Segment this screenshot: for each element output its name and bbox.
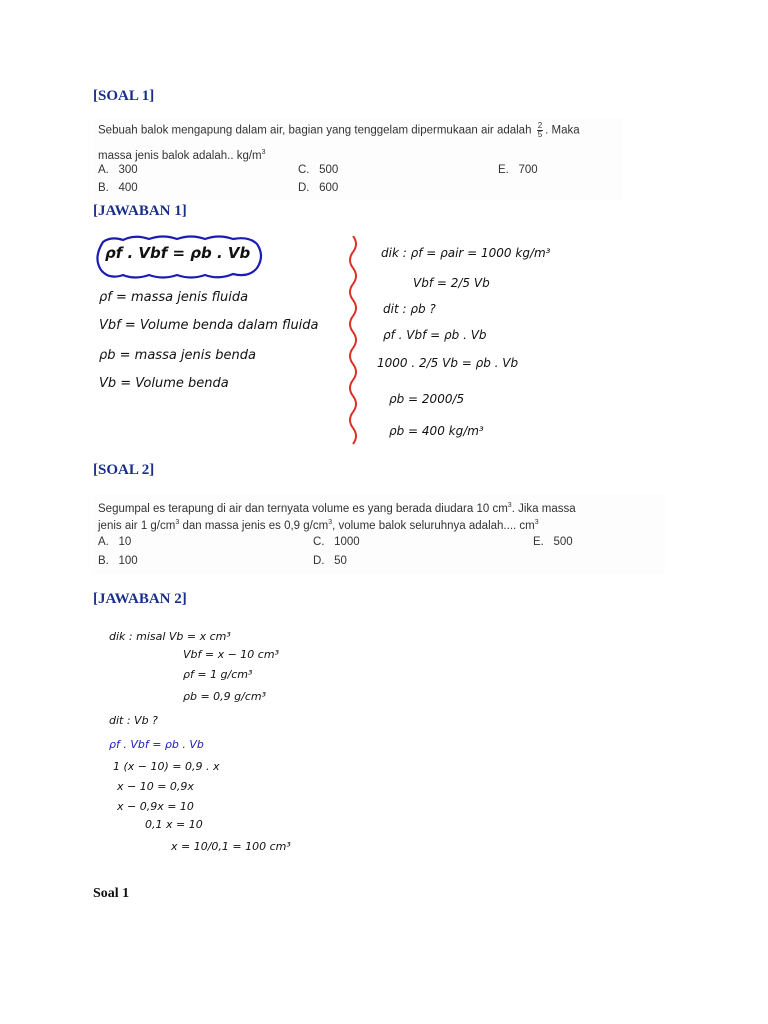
soal2-question-block — [93, 494, 665, 574]
jawaban2-heading: [JAWABAN 2] — [93, 591, 187, 607]
soal2-question-line2: jenis air 1 $g/cm^3$ dan massa jenis es 0,9 $g/cm^3$, volume balok seluruhnya adalah.... $cm^3$ — [98, 519, 539, 532]
j2-rho-f: ρf = 1 g/cm³ — [183, 668, 253, 681]
j2-step1: 1 (x − 10) = 0,9 . x — [113, 760, 220, 773]
formula-main: ρf . Vbf = ρb . Vb — [105, 244, 251, 262]
soal1-option-b: B. 400 — [98, 182, 138, 194]
soal2-option-b: B. 100 — [98, 555, 138, 567]
footer-soal1-heading: Soal 1 — [93, 886, 130, 901]
soal2-question-line1: Segumpal es terapung di air dan ternyata volume es yang berada diudara 10 $cm^3$. Jika massa — [98, 502, 576, 515]
j2-step4: 0,1 x = 10 — [145, 818, 203, 831]
soal1-question-block — [93, 118, 623, 200]
step-rho-b-frac: ρb = 2000/5 — [389, 392, 465, 406]
step-dit: dit : ρb ? — [383, 302, 436, 316]
step-dik: dik : ρf = ρair = 1000 kg/m³ — [381, 246, 551, 260]
soal2-heading: [SOAL 2] — [93, 462, 155, 478]
jawaban1-heading: [JAWABAN 1] — [93, 203, 187, 219]
soal1-question-line1: Sebuah balok mengapung dalam air, bagian yang tenggelam dipermukaan air adalah $\frac{2}{5}$ . Maka — [98, 121, 580, 139]
soal1-option-c: C. 500 — [298, 164, 339, 176]
step-result: ρb = 400 kg/m³ — [389, 424, 484, 438]
soal1-option-e: E. 700 — [498, 164, 538, 176]
step-vbf: Vbf = 2/5 Vb — [413, 276, 490, 290]
soal1-fraction: $\frac{2}{5}$ — [537, 121, 543, 139]
j2-rho-b: ρb = 0,9 g/cm³ — [183, 690, 267, 703]
wavy-divider — [343, 236, 363, 448]
legend-vb: Vb = Volume benda — [99, 376, 229, 391]
soal2-option-d: D. 50 — [313, 555, 347, 567]
j2-dik: dik : misal Vb = x cm³ — [109, 630, 231, 643]
legend-rho-f: ρf = massa jenis fluida — [99, 290, 249, 305]
legend-vbf: Vbf = Volume benda dalam fluida — [99, 318, 319, 333]
j2-dit: dit : Vb ? — [109, 714, 158, 727]
j2-result: x = 10/0,1 = 100 cm³ — [171, 840, 291, 853]
j2-vbf: Vbf = x − 10 cm³ — [183, 648, 279, 661]
soal2-option-c: C. 1000 — [313, 536, 360, 548]
j2-step3: x − 0,9x = 10 — [117, 800, 194, 813]
step-substitute: 1000 . 2/5 Vb = ρb . Vb — [377, 356, 519, 370]
legend-rho-b: ρb = massa jenis benda — [99, 348, 257, 363]
jawaban1-handwritten — [93, 230, 623, 452]
soal1-question-line2: massa jenis balok adalah.. $kg/m^3$ — [98, 149, 266, 162]
soal2-option-e: E. 500 — [533, 536, 573, 548]
soal1-heading: [SOAL 1] — [93, 88, 155, 104]
j2-step2: x − 10 = 0,9x — [117, 780, 194, 793]
j2-formula: ρf . Vbf = ρb . Vb — [109, 738, 204, 751]
jawaban2-handwritten — [93, 620, 393, 860]
step-formula: ρf . Vbf = ρb . Vb — [383, 328, 487, 342]
soal1-option-d: D. 600 — [298, 182, 339, 194]
soal2-option-a: A. 10 — [98, 536, 132, 548]
soal1-option-a: A. 300 — [98, 164, 138, 176]
